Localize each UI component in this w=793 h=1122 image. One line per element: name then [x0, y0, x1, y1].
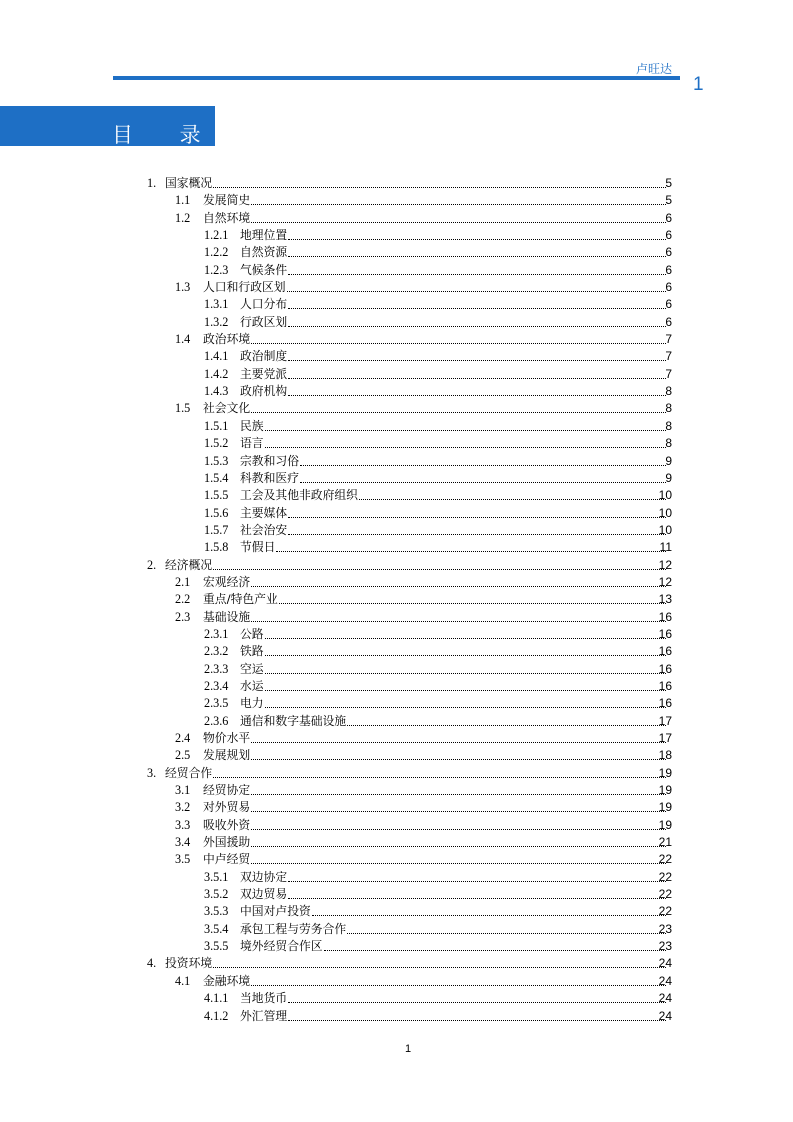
toc-entry[interactable] — [0, 227, 793, 244]
toc-dot-leader — [288, 239, 666, 240]
toc-dot-leader — [288, 534, 666, 535]
toc-entry[interactable] — [0, 973, 793, 990]
toc-entry-title: 金融环境 — [203, 973, 251, 988]
toc-entry-page: 19 — [658, 765, 672, 780]
toc-entry[interactable] — [0, 296, 793, 313]
toc-entry-title: 自然资源 — [240, 245, 288, 260]
toc-dot-leader — [288, 308, 666, 309]
toc-entry-number: 3.2 — [175, 800, 191, 815]
toc-entry-page: 10 — [658, 505, 672, 520]
toc-entry-number: 4.1 — [175, 973, 191, 988]
toc-entry-page: 16 — [658, 609, 672, 624]
toc-entry[interactable] — [0, 574, 793, 591]
toc-dot-leader — [288, 395, 666, 396]
toc-entry-number: 2.5 — [175, 748, 191, 763]
toc-dot-leader — [279, 603, 666, 604]
toc-entry-title: 承包工程与劳务合作 — [240, 921, 347, 936]
toc-dot-leader — [300, 465, 666, 466]
toc-entry-title: 发展规划 — [203, 748, 251, 763]
toc-entry-title: 公路 — [240, 626, 264, 641]
toc-entry-page: 16 — [658, 661, 672, 676]
toc-entry[interactable] — [0, 522, 793, 539]
toc-dot-leader — [288, 1002, 666, 1003]
toc-entry-number: 2.3.6 — [204, 713, 229, 728]
toc-entry-page: 9 — [665, 470, 672, 485]
toc-entry-number: 3.1 — [175, 783, 191, 798]
toc-dot-leader — [265, 673, 666, 674]
toc-entry-number: 3.3 — [175, 817, 191, 832]
toc-dot-leader — [288, 898, 666, 899]
toc-dot-leader — [324, 950, 666, 951]
toc-entry-page: 22 — [658, 869, 672, 884]
toc-dot-leader — [251, 759, 666, 760]
toc-entry[interactable] — [0, 557, 793, 574]
toc-entry-page: 10 — [658, 488, 672, 503]
toc-entry-number: 4.1.1 — [204, 991, 229, 1006]
toc-entry-number: 2.4 — [175, 731, 191, 745]
toc-entry-page: 7 — [665, 366, 672, 381]
toc-entry[interactable] — [0, 175, 793, 192]
toc-dot-leader — [265, 690, 666, 691]
toc-dot-leader — [213, 777, 666, 778]
toc-entry[interactable] — [0, 418, 793, 435]
toc-entry-title: 水运 — [240, 678, 264, 693]
toc-dot-leader — [213, 967, 666, 968]
toc-entry-page: 6 — [665, 280, 672, 295]
toc-entry[interactable] — [0, 643, 793, 660]
toc-entry-number: 3.4 — [175, 835, 191, 850]
toc-dot-leader — [287, 291, 666, 292]
toc-entry-number: 1.5.5 — [204, 488, 229, 503]
toc-entry-number: 2.3.5 — [204, 696, 229, 711]
toc-entry-number: 4.1.2 — [204, 1008, 229, 1023]
toc-entry-page: 22 — [658, 887, 672, 902]
toc-entry-number: 2.3 — [175, 609, 191, 624]
toc-entry-number: 2.3.1 — [204, 626, 229, 641]
toc-entry-number: 2.2 — [175, 592, 191, 607]
toc-entry-title: 社会治安 — [240, 522, 288, 537]
toc-entry-number: 2.3.2 — [204, 644, 229, 659]
toc-dot-leader — [288, 326, 666, 327]
toc-entry-page: 5 — [665, 176, 672, 190]
toc-entry[interactable] — [0, 921, 793, 938]
toc-entry-number: 1.5.7 — [204, 522, 229, 537]
toc-dot-leader — [265, 430, 666, 431]
toc-entry-number: 1.1 — [175, 193, 191, 208]
toc-dot-leader — [213, 187, 666, 188]
toc-dot-leader — [300, 482, 666, 483]
toc-entry[interactable] — [0, 782, 793, 799]
toc-dot-leader — [276, 551, 666, 552]
toc-entry-number: 3.5.1 — [204, 869, 229, 884]
toc-dot-leader — [251, 811, 666, 812]
toc-entry-page: 8 — [665, 401, 672, 416]
toc-entry-page: 22 — [658, 904, 672, 919]
toc-entry-title: 宗教和习俗 — [240, 453, 299, 468]
toc-entry-number: 1.5.8 — [204, 540, 229, 555]
toc-entry-title: 外国援助 — [203, 835, 251, 850]
toc-entry[interactable] — [0, 799, 793, 816]
toc-entry-page: 13 — [658, 592, 672, 607]
toc-entry-title: 当地货币 — [240, 991, 288, 1006]
toc-heading: 目 录 — [112, 123, 221, 147]
toc-entry[interactable] — [0, 435, 793, 452]
toc-entry-title: 通信和数字基础设施 — [240, 713, 347, 728]
toc-dot-leader — [288, 517, 666, 518]
toc-dot-leader — [251, 621, 666, 622]
toc-entry-number: 1.4.1 — [204, 349, 229, 364]
toc-entry-page: 23 — [658, 921, 672, 936]
toc-entry-title: 物价水平 — [203, 731, 251, 745]
toc-dot-leader — [251, 742, 666, 743]
toc-entry-number: 2.3.3 — [204, 661, 229, 676]
toc-entry-number: 3.5.4 — [204, 921, 229, 936]
toc-dot-leader — [251, 412, 666, 413]
toc-entry-title: 投资环境 — [165, 956, 213, 971]
toc-entry[interactable] — [0, 1008, 793, 1025]
toc-entry-page: 11 — [659, 540, 672, 555]
toc-entry[interactable] — [0, 539, 793, 556]
toc-entry-page: 24 — [658, 973, 672, 988]
toc-dot-leader — [251, 846, 666, 847]
toc-dot-leader — [347, 725, 666, 726]
toc-dot-leader — [359, 499, 666, 500]
toc-entry[interactable] — [0, 609, 793, 626]
toc-entry-number: 3.5.5 — [204, 939, 229, 954]
toc-entry[interactable] — [0, 348, 793, 365]
toc-entry-title: 科教和医疗 — [240, 470, 299, 485]
toc-entry-number: 1.4.3 — [204, 384, 229, 399]
toc-entry-page: 23 — [658, 939, 672, 954]
toc-entry[interactable] — [0, 314, 793, 331]
toc-entry-page: 17 — [658, 713, 672, 728]
toc-entry-page: 16 — [658, 626, 672, 641]
toc-entry[interactable] — [0, 730, 793, 747]
toc-entry[interactable] — [0, 453, 793, 470]
toc-dot-leader — [251, 204, 666, 205]
toc-entry-number: 1.5 — [175, 401, 191, 416]
toc-entry[interactable] — [0, 487, 793, 504]
toc-entry-number: 4. — [147, 956, 157, 971]
chapter-number: 1 — [693, 74, 704, 95]
toc-dot-leader — [288, 378, 666, 379]
toc-entry-title: 双边贸易 — [240, 887, 288, 902]
toc-entry-title: 对外贸易 — [203, 800, 251, 815]
toc-entry-title: 宏观经济 — [203, 574, 251, 589]
toc-entry-number: 1.5.3 — [204, 453, 229, 468]
toc-entry-title: 社会文化 — [203, 401, 251, 416]
toc-dot-leader — [251, 222, 666, 223]
toc-entry-page: 7 — [665, 332, 672, 347]
toc-entry-title: 境外经贸合作区 — [240, 939, 323, 954]
toc-entry[interactable] — [0, 626, 793, 643]
toc-entry[interactable] — [0, 400, 793, 417]
toc-dot-leader — [265, 638, 666, 639]
toc-entry-page: 24 — [658, 956, 672, 971]
toc-entry-number: 1.2.2 — [204, 245, 229, 260]
toc-dot-leader — [347, 933, 666, 934]
toc-entry[interactable] — [0, 886, 793, 903]
toc-entry-page: 10 — [658, 522, 672, 537]
toc-entry-number: 2.1 — [175, 574, 191, 589]
toc-entry-title: 行政区划 — [240, 314, 288, 329]
toc-entry-title: 政治环境 — [203, 332, 251, 347]
toc-entry-number: 1.3 — [175, 280, 191, 295]
toc-entry[interactable] — [0, 938, 793, 955]
toc-entry-title: 自然环境 — [203, 210, 251, 225]
toc-entry-title: 政府机构 — [240, 384, 288, 399]
toc-entry-number: 3. — [147, 765, 157, 780]
toc-dot-leader — [251, 794, 666, 795]
toc-entry-title: 双边协定 — [240, 869, 288, 884]
toc-entry-number: 3.5.3 — [204, 904, 229, 919]
toc-entry[interactable] — [0, 678, 793, 695]
toc-entry-number: 1.5.6 — [204, 505, 229, 520]
toc-entry-number: 1.3.2 — [204, 314, 229, 329]
toc-entry-page: 16 — [658, 678, 672, 693]
toc-entry[interactable] — [0, 747, 793, 764]
toc-entry[interactable] — [0, 990, 793, 1007]
toc-entry-page: 9 — [665, 453, 672, 468]
toc-entry-page: 19 — [658, 783, 672, 798]
toc-entry-title: 语言 — [240, 436, 264, 451]
toc-entry-page: 18 — [658, 748, 672, 763]
toc-entry[interactable] — [0, 192, 793, 209]
toc-entry-title: 民族 — [240, 418, 264, 433]
toc-entry-number: 1.2 — [175, 210, 191, 225]
toc-dot-leader — [265, 707, 666, 708]
toc-entry[interactable] — [0, 383, 793, 400]
toc-entry-title: 工会及其他非政府组织 — [240, 488, 358, 503]
toc-entry-title: 电力 — [240, 696, 264, 711]
toc-dot-leader — [265, 447, 666, 448]
toc-dot-leader — [251, 985, 666, 986]
toc-entry-title: 重点/特色产业 — [203, 592, 278, 607]
toc-entry-number: 1.2.3 — [204, 262, 229, 277]
toc-entry-number: 1.5.1 — [204, 418, 229, 433]
toc-entry-number: 2.3.4 — [204, 678, 229, 693]
toc-entry[interactable] — [0, 851, 793, 868]
toc-entry-page: 8 — [665, 436, 672, 451]
table-of-contents — [0, 175, 793, 1025]
toc-dot-leader — [251, 586, 666, 587]
toc-entry-page: 12 — [658, 557, 672, 572]
toc-dot-leader — [213, 569, 666, 570]
toc-entry-title: 气候条件 — [240, 262, 288, 277]
toc-entry-page: 6 — [665, 262, 672, 277]
toc-entry-title: 铁路 — [240, 644, 264, 659]
toc-entry-title: 经济概况 — [165, 557, 213, 572]
toc-entry-page: 6 — [665, 297, 672, 312]
toc-dot-leader — [265, 655, 666, 656]
header-rule — [113, 76, 680, 80]
toc-entry-title: 人口分布 — [240, 297, 288, 312]
toc-entry-page: 6 — [665, 228, 672, 243]
toc-entry[interactable] — [0, 470, 793, 487]
toc-entry[interactable] — [0, 505, 793, 522]
toc-entry-number: 1.3.1 — [204, 297, 229, 312]
toc-dot-leader — [251, 343, 666, 344]
toc-dot-leader — [251, 863, 666, 864]
toc-entry-number: 1.4.2 — [204, 366, 229, 381]
toc-entry-title: 经贸协定 — [203, 783, 251, 798]
toc-entry[interactable] — [0, 591, 793, 608]
toc-dot-leader — [288, 274, 666, 275]
toc-entry-number: 1.5.4 — [204, 470, 229, 485]
toc-entry-title: 外汇管理 — [240, 1008, 288, 1023]
toc-entry-title: 空运 — [240, 661, 264, 676]
toc-dot-leader — [288, 256, 666, 257]
running-header-title: 卢旺达 — [635, 62, 672, 76]
toc-entry-number: 2. — [147, 557, 157, 572]
toc-entry[interactable] — [0, 765, 793, 782]
toc-entry-number: 3.5 — [175, 852, 191, 867]
toc-entry-page: 6 — [665, 245, 672, 260]
toc-entry-number: 1.5.2 — [204, 436, 229, 451]
footer-page-number: 1 — [404, 1043, 412, 1055]
toc-entry[interactable] — [0, 331, 793, 348]
toc-entry[interactable] — [0, 955, 793, 972]
toc-entry-title: 地理位置 — [240, 228, 288, 243]
toc-entry-title: 主要党派 — [240, 366, 288, 381]
toc-entry-page: 21 — [658, 835, 672, 850]
toc-entry-title: 主要媒体 — [240, 505, 288, 520]
toc-entry-title: 人口和行政区划 — [203, 280, 286, 295]
toc-entry-page: 22 — [658, 852, 672, 867]
toc-entry-title: 中卢经贸 — [203, 852, 251, 867]
toc-dot-leader — [251, 829, 666, 830]
toc-entry[interactable] — [0, 695, 793, 712]
toc-entry-page: 19 — [658, 800, 672, 815]
toc-entry-title: 发展简史 — [203, 193, 251, 208]
toc-dot-leader — [288, 1020, 666, 1021]
toc-entry-title: 中国对卢投资 — [240, 904, 311, 919]
toc-entry-page: 6 — [665, 210, 672, 225]
toc-dot-leader — [288, 881, 666, 882]
toc-entry[interactable] — [0, 817, 793, 834]
toc-entry[interactable] — [0, 244, 793, 261]
toc-entry[interactable] — [0, 869, 793, 886]
toc-entry-page: 8 — [665, 418, 672, 433]
toc-entry-number: 1.2.1 — [204, 228, 229, 243]
toc-entry-page: 16 — [658, 644, 672, 659]
toc-entry-title: 节假日 — [240, 540, 276, 555]
toc-entry-page: 17 — [658, 731, 672, 745]
toc-entry-title: 吸收外资 — [203, 817, 251, 832]
toc-entry-number: 1. — [147, 176, 157, 190]
toc-dot-leader — [312, 915, 666, 916]
toc-entry[interactable] — [0, 713, 793, 730]
toc-entry-page: 7 — [665, 349, 672, 364]
toc-entry[interactable] — [0, 210, 793, 227]
toc-entry[interactable] — [0, 834, 793, 851]
toc-entry[interactable] — [0, 279, 793, 296]
toc-entry-page: 24 — [658, 1008, 672, 1023]
toc-entry[interactable] — [0, 661, 793, 678]
toc-entry-title: 政治制度 — [240, 349, 288, 364]
toc-entry-page: 16 — [658, 696, 672, 711]
toc-entry-page: 12 — [658, 574, 672, 589]
toc-entry-title: 经贸合作 — [165, 765, 213, 780]
toc-entry-page: 24 — [658, 991, 672, 1006]
toc-entry[interactable] — [0, 366, 793, 383]
toc-entry-number: 1.4 — [175, 332, 191, 347]
toc-entry-title: 基础设施 — [203, 609, 251, 624]
toc-entry-page: 5 — [665, 193, 672, 208]
toc-entry[interactable] — [0, 903, 793, 920]
toc-entry-page: 8 — [665, 384, 672, 399]
toc-entry-page: 6 — [665, 314, 672, 329]
toc-entry-page: 19 — [658, 817, 672, 832]
toc-dot-leader — [288, 360, 666, 361]
toc-entry-title: 国家概况 — [165, 176, 213, 190]
toc-entry[interactable] — [0, 262, 793, 279]
toc-entry-number: 3.5.2 — [204, 887, 229, 902]
